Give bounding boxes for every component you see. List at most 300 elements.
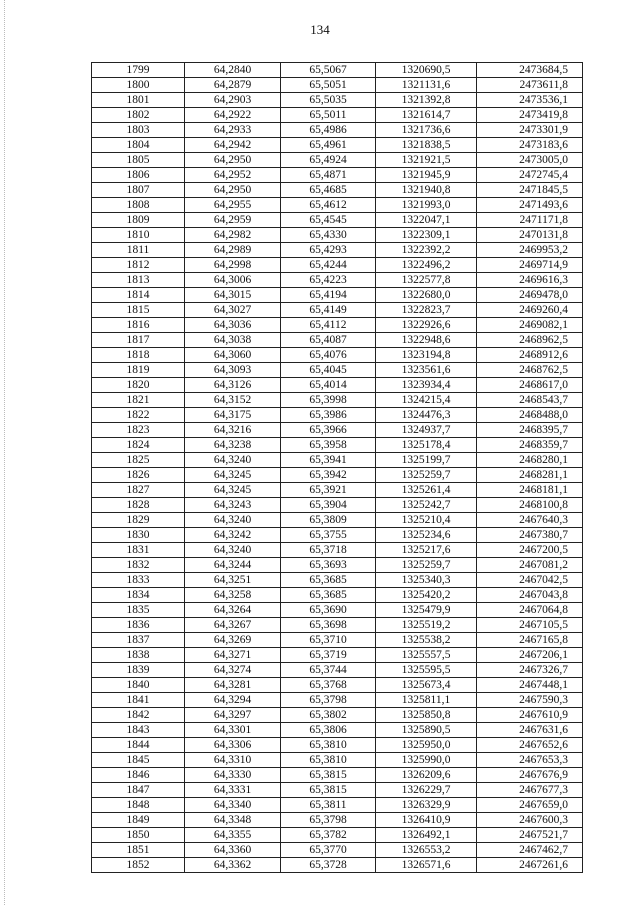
- latitude-cell: 64,3245: [185, 483, 281, 498]
- longitude-cell: 65,3810: [281, 738, 376, 753]
- latitude-cell: 64,2959: [185, 213, 281, 228]
- x-coordinate-cell: 1325890,5: [376, 723, 477, 738]
- point-number-cell: 1847: [92, 783, 185, 798]
- point-number-cell: 1827: [92, 483, 185, 498]
- point-number-cell: 1811: [92, 243, 185, 258]
- latitude-cell: 64,2998: [185, 258, 281, 273]
- table-row: [92, 378, 583, 393]
- table-row: [92, 513, 583, 528]
- latitude-cell: 64,3243: [185, 498, 281, 513]
- point-number-cell: 1808: [92, 198, 185, 213]
- latitude-cell: 64,3269: [185, 633, 281, 648]
- x-coordinate-cell: 1324476,3: [376, 408, 477, 423]
- x-coordinate-cell: 1325210,4: [376, 513, 477, 528]
- x-coordinate-cell: 1323561,6: [376, 363, 477, 378]
- y-coordinate-cell: 2467653,3: [477, 753, 583, 768]
- point-number-cell: 1837: [92, 633, 185, 648]
- point-number-cell: 1804: [92, 138, 185, 153]
- longitude-cell: 65,3942: [281, 468, 376, 483]
- y-coordinate-cell: 2469478,0: [477, 288, 583, 303]
- y-coordinate-cell: 2467042,5: [477, 573, 583, 588]
- point-number-cell: 1819: [92, 363, 185, 378]
- table-row: [92, 108, 583, 123]
- table-row: [92, 408, 583, 423]
- point-number-cell: 1801: [92, 93, 185, 108]
- x-coordinate-cell: 1326209,6: [376, 768, 477, 783]
- y-coordinate-cell: 2469260,4: [477, 303, 583, 318]
- x-coordinate-cell: 1323194,8: [376, 348, 477, 363]
- point-number-cell: 1817: [92, 333, 185, 348]
- x-coordinate-cell: 1321838,5: [376, 138, 477, 153]
- table-row: [92, 603, 583, 618]
- y-coordinate-cell: 2468100,8: [477, 498, 583, 513]
- table-row: [92, 288, 583, 303]
- y-coordinate-cell: 2467631,6: [477, 723, 583, 738]
- longitude-cell: 65,3755: [281, 528, 376, 543]
- point-number-cell: 1846: [92, 768, 185, 783]
- table-row: [92, 123, 583, 138]
- longitude-cell: 65,4244: [281, 258, 376, 273]
- y-coordinate-cell: 2467521,7: [477, 828, 583, 843]
- latitude-cell: 64,3126: [185, 378, 281, 393]
- table-row: [92, 723, 583, 738]
- y-coordinate-cell: 2468395,7: [477, 423, 583, 438]
- table-row: [92, 753, 583, 768]
- table-row: [92, 243, 583, 258]
- point-number-cell: 1850: [92, 828, 185, 843]
- scan-edge-mark: [4, 0, 6, 905]
- x-coordinate-cell: 1322948,6: [376, 333, 477, 348]
- table-row: [92, 798, 583, 813]
- point-number-cell: 1812: [92, 258, 185, 273]
- table-row: [92, 273, 583, 288]
- longitude-cell: 65,4149: [281, 303, 376, 318]
- y-coordinate-cell: 2468281,1: [477, 468, 583, 483]
- longitude-cell: 65,3798: [281, 813, 376, 828]
- x-coordinate-cell: 1325811,1: [376, 693, 477, 708]
- table-row: [92, 393, 583, 408]
- table-row: [92, 543, 583, 558]
- longitude-cell: 65,4223: [281, 273, 376, 288]
- latitude-cell: 64,3240: [185, 513, 281, 528]
- x-coordinate-cell: 1320690,5: [376, 63, 477, 78]
- longitude-cell: 65,3815: [281, 768, 376, 783]
- x-coordinate-cell: 1325557,5: [376, 648, 477, 663]
- point-number-cell: 1821: [92, 393, 185, 408]
- table-row: [92, 813, 583, 828]
- table-row: [92, 843, 583, 858]
- latitude-cell: 64,2955: [185, 198, 281, 213]
- x-coordinate-cell: 1325595,5: [376, 663, 477, 678]
- longitude-cell: 65,3685: [281, 573, 376, 588]
- table-row: [92, 453, 583, 468]
- y-coordinate-cell: 2467165,8: [477, 633, 583, 648]
- latitude-cell: 64,2950: [185, 153, 281, 168]
- point-number-cell: 1833: [92, 573, 185, 588]
- table-row: [92, 63, 583, 78]
- point-number-cell: 1830: [92, 528, 185, 543]
- x-coordinate-cell: 1324937,7: [376, 423, 477, 438]
- table-row: [92, 258, 583, 273]
- latitude-cell: 64,3340: [185, 798, 281, 813]
- x-coordinate-cell: 1326329,9: [376, 798, 477, 813]
- y-coordinate-cell: 2473183,6: [477, 138, 583, 153]
- latitude-cell: 64,2982: [185, 228, 281, 243]
- table-row: [92, 438, 583, 453]
- longitude-cell: 65,4545: [281, 213, 376, 228]
- point-number-cell: 1828: [92, 498, 185, 513]
- latitude-cell: 64,3006: [185, 273, 281, 288]
- table-row: [92, 138, 583, 153]
- point-number-cell: 1851: [92, 843, 185, 858]
- latitude-cell: 64,3060: [185, 348, 281, 363]
- longitude-cell: 65,4293: [281, 243, 376, 258]
- point-number-cell: 1816: [92, 318, 185, 333]
- x-coordinate-cell: 1325259,7: [376, 558, 477, 573]
- point-number-cell: 1838: [92, 648, 185, 663]
- point-number-cell: 1841: [92, 693, 185, 708]
- point-number-cell: 1840: [92, 678, 185, 693]
- y-coordinate-cell: 2468962,5: [477, 333, 583, 348]
- y-coordinate-cell: 2473536,1: [477, 93, 583, 108]
- y-coordinate-cell: 2473005,0: [477, 153, 583, 168]
- page-number: 134: [310, 22, 330, 37]
- longitude-cell: 65,4045: [281, 363, 376, 378]
- x-coordinate-cell: 1325199,7: [376, 453, 477, 468]
- y-coordinate-cell: 2468359,7: [477, 438, 583, 453]
- longitude-cell: 65,4924: [281, 153, 376, 168]
- table-row: [92, 618, 583, 633]
- longitude-cell: 65,5011: [281, 108, 376, 123]
- x-coordinate-cell: 1325420,2: [376, 588, 477, 603]
- latitude-cell: 64,3362: [185, 858, 281, 873]
- latitude-cell: 64,3244: [185, 558, 281, 573]
- longitude-cell: 65,3744: [281, 663, 376, 678]
- point-number-cell: 1824: [92, 438, 185, 453]
- y-coordinate-cell: 2468181,1: [477, 483, 583, 498]
- y-coordinate-cell: 2468488,0: [477, 408, 583, 423]
- y-coordinate-cell: 2467640,3: [477, 513, 583, 528]
- latitude-cell: 64,3175: [185, 408, 281, 423]
- table-row: [92, 573, 583, 588]
- point-number-cell: 1803: [92, 123, 185, 138]
- y-coordinate-cell: 2468280,1: [477, 453, 583, 468]
- x-coordinate-cell: 1321940,8: [376, 183, 477, 198]
- x-coordinate-cell: 1325950,0: [376, 738, 477, 753]
- table-row: [92, 708, 583, 723]
- x-coordinate-cell: 1326492,1: [376, 828, 477, 843]
- latitude-cell: 64,3238: [185, 438, 281, 453]
- point-number-cell: 1844: [92, 738, 185, 753]
- longitude-cell: 65,3921: [281, 483, 376, 498]
- longitude-cell: 65,5067: [281, 63, 376, 78]
- x-coordinate-cell: 1325217,6: [376, 543, 477, 558]
- y-coordinate-cell: 2467610,9: [477, 708, 583, 723]
- latitude-cell: 64,2922: [185, 108, 281, 123]
- y-coordinate-cell: 2469616,3: [477, 273, 583, 288]
- y-coordinate-cell: 2467081,2: [477, 558, 583, 573]
- x-coordinate-cell: 1321993,0: [376, 198, 477, 213]
- x-coordinate-cell: 1321614,7: [376, 108, 477, 123]
- y-coordinate-cell: 2471171,8: [477, 213, 583, 228]
- y-coordinate-cell: 2471845,5: [477, 183, 583, 198]
- latitude-cell: 64,3281: [185, 678, 281, 693]
- x-coordinate-cell: 1322392,2: [376, 243, 477, 258]
- latitude-cell: 64,3038: [185, 333, 281, 348]
- table-row: [92, 198, 583, 213]
- point-number-cell: 1834: [92, 588, 185, 603]
- latitude-cell: 64,3348: [185, 813, 281, 828]
- point-number-cell: 1843: [92, 723, 185, 738]
- longitude-cell: 65,4871: [281, 168, 376, 183]
- x-coordinate-cell: 1325242,7: [376, 498, 477, 513]
- longitude-cell: 65,3798: [281, 693, 376, 708]
- table-row: [92, 183, 583, 198]
- latitude-cell: 64,3301: [185, 723, 281, 738]
- y-coordinate-cell: 2467462,7: [477, 843, 583, 858]
- latitude-cell: 64,2989: [185, 243, 281, 258]
- table-row: [92, 348, 583, 363]
- longitude-cell: 65,3811: [281, 798, 376, 813]
- y-coordinate-cell: 2469082,1: [477, 318, 583, 333]
- latitude-cell: 64,3294: [185, 693, 281, 708]
- longitude-cell: 65,3782: [281, 828, 376, 843]
- longitude-cell: 65,4685: [281, 183, 376, 198]
- longitude-cell: 65,3728: [281, 858, 376, 873]
- latitude-cell: 64,3331: [185, 783, 281, 798]
- latitude-cell: 64,2950: [185, 183, 281, 198]
- point-number-cell: 1832: [92, 558, 185, 573]
- y-coordinate-cell: 2467064,8: [477, 603, 583, 618]
- latitude-cell: 64,3251: [185, 573, 281, 588]
- table-row: [92, 558, 583, 573]
- latitude-cell: 64,2952: [185, 168, 281, 183]
- coordinate-table: [91, 62, 583, 873]
- table-row: [92, 303, 583, 318]
- point-number-cell: 1806: [92, 168, 185, 183]
- y-coordinate-cell: 2467676,9: [477, 768, 583, 783]
- table-row: [92, 333, 583, 348]
- point-number-cell: 1805: [92, 153, 185, 168]
- longitude-cell: 65,4194: [281, 288, 376, 303]
- x-coordinate-cell: 1322496,2: [376, 258, 477, 273]
- longitude-cell: 65,3815: [281, 783, 376, 798]
- x-coordinate-cell: 1325479,9: [376, 603, 477, 618]
- x-coordinate-cell: 1325850,8: [376, 708, 477, 723]
- longitude-cell: 65,4087: [281, 333, 376, 348]
- y-coordinate-cell: 2467261,6: [477, 858, 583, 873]
- y-coordinate-cell: 2467677,3: [477, 783, 583, 798]
- table-row: [92, 213, 583, 228]
- x-coordinate-cell: 1325673,4: [376, 678, 477, 693]
- x-coordinate-cell: 1326571,6: [376, 858, 477, 873]
- table-row: [92, 588, 583, 603]
- y-coordinate-cell: 2473419,8: [477, 108, 583, 123]
- latitude-cell: 64,3360: [185, 843, 281, 858]
- longitude-cell: 65,3986: [281, 408, 376, 423]
- table-row: [92, 768, 583, 783]
- x-coordinate-cell: 1321921,5: [376, 153, 477, 168]
- y-coordinate-cell: 2467600,3: [477, 813, 583, 828]
- latitude-cell: 64,3245: [185, 468, 281, 483]
- latitude-cell: 64,3264: [185, 603, 281, 618]
- longitude-cell: 65,3806: [281, 723, 376, 738]
- longitude-cell: 65,3690: [281, 603, 376, 618]
- x-coordinate-cell: 1321392,8: [376, 93, 477, 108]
- y-coordinate-cell: 2473301,9: [477, 123, 583, 138]
- table-row: [92, 318, 583, 333]
- latitude-cell: 64,3274: [185, 663, 281, 678]
- y-coordinate-cell: 2467326,7: [477, 663, 583, 678]
- table-row: [92, 498, 583, 513]
- longitude-cell: 65,3698: [281, 618, 376, 633]
- point-number-cell: 1820: [92, 378, 185, 393]
- table-row: [92, 153, 583, 168]
- point-number-cell: 1839: [92, 663, 185, 678]
- longitude-cell: 65,3719: [281, 648, 376, 663]
- point-number-cell: 1807: [92, 183, 185, 198]
- point-number-cell: 1842: [92, 708, 185, 723]
- table-row: [92, 828, 583, 843]
- point-number-cell: 1845: [92, 753, 185, 768]
- latitude-cell: 64,2903: [185, 93, 281, 108]
- y-coordinate-cell: 2473684,5: [477, 63, 583, 78]
- longitude-cell: 65,4112: [281, 318, 376, 333]
- longitude-cell: 65,3809: [281, 513, 376, 528]
- table-row: [92, 228, 583, 243]
- point-number-cell: 1802: [92, 108, 185, 123]
- x-coordinate-cell: 1322926,6: [376, 318, 477, 333]
- table-row: [92, 78, 583, 93]
- point-number-cell: 1835: [92, 603, 185, 618]
- y-coordinate-cell: 2468762,5: [477, 363, 583, 378]
- latitude-cell: 64,3310: [185, 753, 281, 768]
- coordinate-table-body: [92, 63, 583, 873]
- latitude-cell: 64,3093: [185, 363, 281, 378]
- table-row: [92, 678, 583, 693]
- y-coordinate-cell: 2467659,0: [477, 798, 583, 813]
- x-coordinate-cell: 1321131,6: [376, 78, 477, 93]
- table-row: [92, 93, 583, 108]
- table-row: [92, 783, 583, 798]
- x-coordinate-cell: 1325990,0: [376, 753, 477, 768]
- x-coordinate-cell: 1325259,7: [376, 468, 477, 483]
- latitude-cell: 64,3240: [185, 453, 281, 468]
- x-coordinate-cell: 1325538,2: [376, 633, 477, 648]
- point-number-cell: 1810: [92, 228, 185, 243]
- y-coordinate-cell: 2471493,6: [477, 198, 583, 213]
- point-number-cell: 1800: [92, 78, 185, 93]
- latitude-cell: 64,3330: [185, 768, 281, 783]
- y-coordinate-cell: 2468543,7: [477, 393, 583, 408]
- table-row: [92, 693, 583, 708]
- longitude-cell: 65,3718: [281, 543, 376, 558]
- x-coordinate-cell: 1326229,7: [376, 783, 477, 798]
- longitude-cell: 65,3770: [281, 843, 376, 858]
- latitude-cell: 64,3258: [185, 588, 281, 603]
- table-row: [92, 648, 583, 663]
- point-number-cell: 1836: [92, 618, 185, 633]
- point-number-cell: 1815: [92, 303, 185, 318]
- point-number-cell: 1814: [92, 288, 185, 303]
- y-coordinate-cell: 2467043,8: [477, 588, 583, 603]
- x-coordinate-cell: 1321736,6: [376, 123, 477, 138]
- point-number-cell: 1813: [92, 273, 185, 288]
- latitude-cell: 64,3271: [185, 648, 281, 663]
- y-coordinate-cell: 2473611,8: [477, 78, 583, 93]
- table-row: [92, 663, 583, 678]
- x-coordinate-cell: 1325261,4: [376, 483, 477, 498]
- x-coordinate-cell: 1322680,0: [376, 288, 477, 303]
- longitude-cell: 65,3802: [281, 708, 376, 723]
- y-coordinate-cell: 2467206,1: [477, 648, 583, 663]
- x-coordinate-cell: 1321945,9: [376, 168, 477, 183]
- table-row: [92, 858, 583, 873]
- latitude-cell: 64,3152: [185, 393, 281, 408]
- longitude-cell: 65,4014: [281, 378, 376, 393]
- x-coordinate-cell: 1322577,8: [376, 273, 477, 288]
- longitude-cell: 65,3685: [281, 588, 376, 603]
- x-coordinate-cell: 1322309,1: [376, 228, 477, 243]
- longitude-cell: 65,5051: [281, 78, 376, 93]
- longitude-cell: 65,4612: [281, 198, 376, 213]
- latitude-cell: 64,2933: [185, 123, 281, 138]
- x-coordinate-cell: 1326410,9: [376, 813, 477, 828]
- latitude-cell: 64,3267: [185, 618, 281, 633]
- longitude-cell: 65,3810: [281, 753, 376, 768]
- y-coordinate-cell: 2470131,8: [477, 228, 583, 243]
- y-coordinate-cell: 2469714,9: [477, 258, 583, 273]
- point-number-cell: 1799: [92, 63, 185, 78]
- latitude-cell: 64,3306: [185, 738, 281, 753]
- y-coordinate-cell: 2467590,3: [477, 693, 583, 708]
- point-number-cell: 1825: [92, 453, 185, 468]
- table-row: [92, 468, 583, 483]
- longitude-cell: 65,3768: [281, 678, 376, 693]
- y-coordinate-cell: 2467652,6: [477, 738, 583, 753]
- latitude-cell: 64,3036: [185, 318, 281, 333]
- longitude-cell: 65,3941: [281, 453, 376, 468]
- latitude-cell: 64,2942: [185, 138, 281, 153]
- y-coordinate-cell: 2467200,5: [477, 543, 583, 558]
- x-coordinate-cell: 1325234,6: [376, 528, 477, 543]
- point-number-cell: 1852: [92, 858, 185, 873]
- table-row: [92, 633, 583, 648]
- longitude-cell: 65,3710: [281, 633, 376, 648]
- x-coordinate-cell: 1323934,4: [376, 378, 477, 393]
- longitude-cell: 65,4961: [281, 138, 376, 153]
- latitude-cell: 64,3297: [185, 708, 281, 723]
- y-coordinate-cell: 2467105,5: [477, 618, 583, 633]
- x-coordinate-cell: 1326553,2: [376, 843, 477, 858]
- table-row: [92, 168, 583, 183]
- latitude-cell: 64,3355: [185, 828, 281, 843]
- latitude-cell: 64,3216: [185, 423, 281, 438]
- y-coordinate-cell: 2467448,1: [477, 678, 583, 693]
- x-coordinate-cell: 1325340,3: [376, 573, 477, 588]
- longitude-cell: 65,3904: [281, 498, 376, 513]
- point-number-cell: 1818: [92, 348, 185, 363]
- latitude-cell: 64,2879: [185, 78, 281, 93]
- latitude-cell: 64,2840: [185, 63, 281, 78]
- longitude-cell: 65,4076: [281, 348, 376, 363]
- point-number-cell: 1809: [92, 213, 185, 228]
- point-number-cell: 1829: [92, 513, 185, 528]
- latitude-cell: 64,3027: [185, 303, 281, 318]
- longitude-cell: 65,3998: [281, 393, 376, 408]
- longitude-cell: 65,5035: [281, 93, 376, 108]
- longitude-cell: 65,3958: [281, 438, 376, 453]
